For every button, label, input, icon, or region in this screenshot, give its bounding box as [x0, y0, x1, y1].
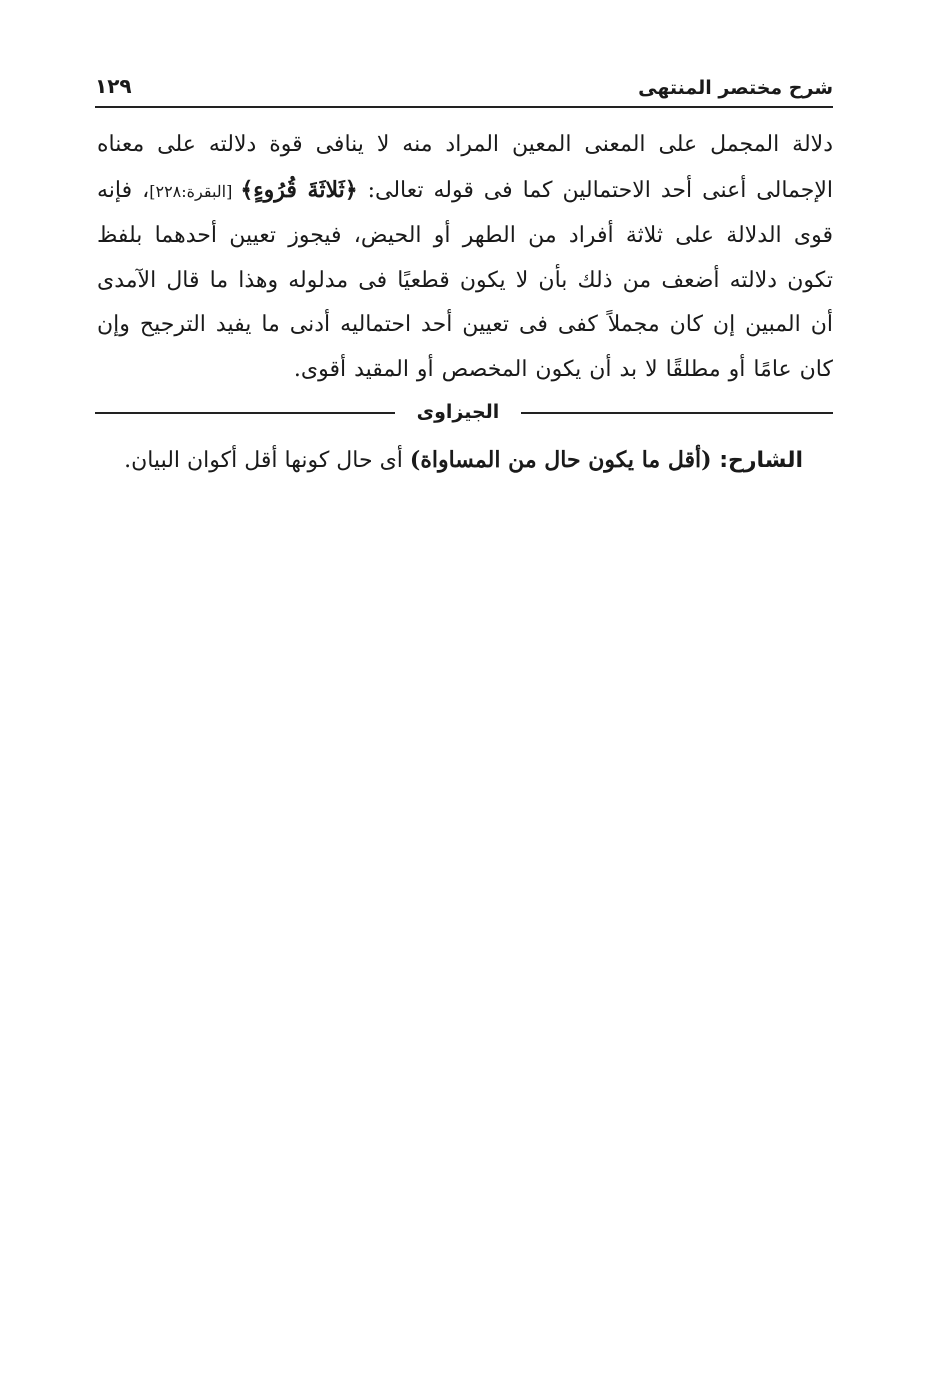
main-text-part-2: ، فإنه قوى الدلالة على ثلاثة أفراد من الطهر أو الحيض، فيجوز تعيين أحدهما بلفظ تكون دلالته أضعف من ذلك بأن لا يكون قطعيًا فى مدلوله وهذا ما قال الآمدى أن المبين إن كان مجملاً كفى فى تعيين أحد احتماليه أدنى ما يفيد الترجيح وإن كان عامًا أو مطلقًا لا بد أن يكون المخصص أو المقيد أقوى.	[97, 177, 834, 382]
verse-reference: [البقرة:٢٢٨]	[149, 181, 241, 201]
page-number: ١٢٩	[95, 74, 132, 98]
commentary-text: أى حال كونها أقل أكوان البيان.	[124, 448, 410, 473]
commentary-label: الشارح:	[711, 448, 803, 473]
page-header	[95, 72, 833, 104]
divider-line-left	[95, 412, 395, 414]
header-rule	[95, 106, 833, 108]
commentary-paragraph	[97, 440, 803, 481]
section-divider	[95, 398, 833, 426]
quran-verse: ﴿ثَلاثَةَ قُرُوءٍ﴾	[240, 176, 358, 203]
main-text-part-1: دلالة المجمل على المعنى المعين المراد منه لا ينافى قوة دلالته على معناه الإجمالى أعنى أحد الاحتمالين كما فى قوله تعالى:	[97, 132, 834, 203]
book-title: شرح مختصر المنتهى	[638, 77, 833, 99]
main-paragraph	[97, 123, 833, 392]
commentary-quote: (أقل ما يكون حال من المساواة)	[409, 447, 712, 473]
divider-line-right	[521, 412, 833, 414]
section-title: الجيزاوى	[416, 401, 500, 423]
